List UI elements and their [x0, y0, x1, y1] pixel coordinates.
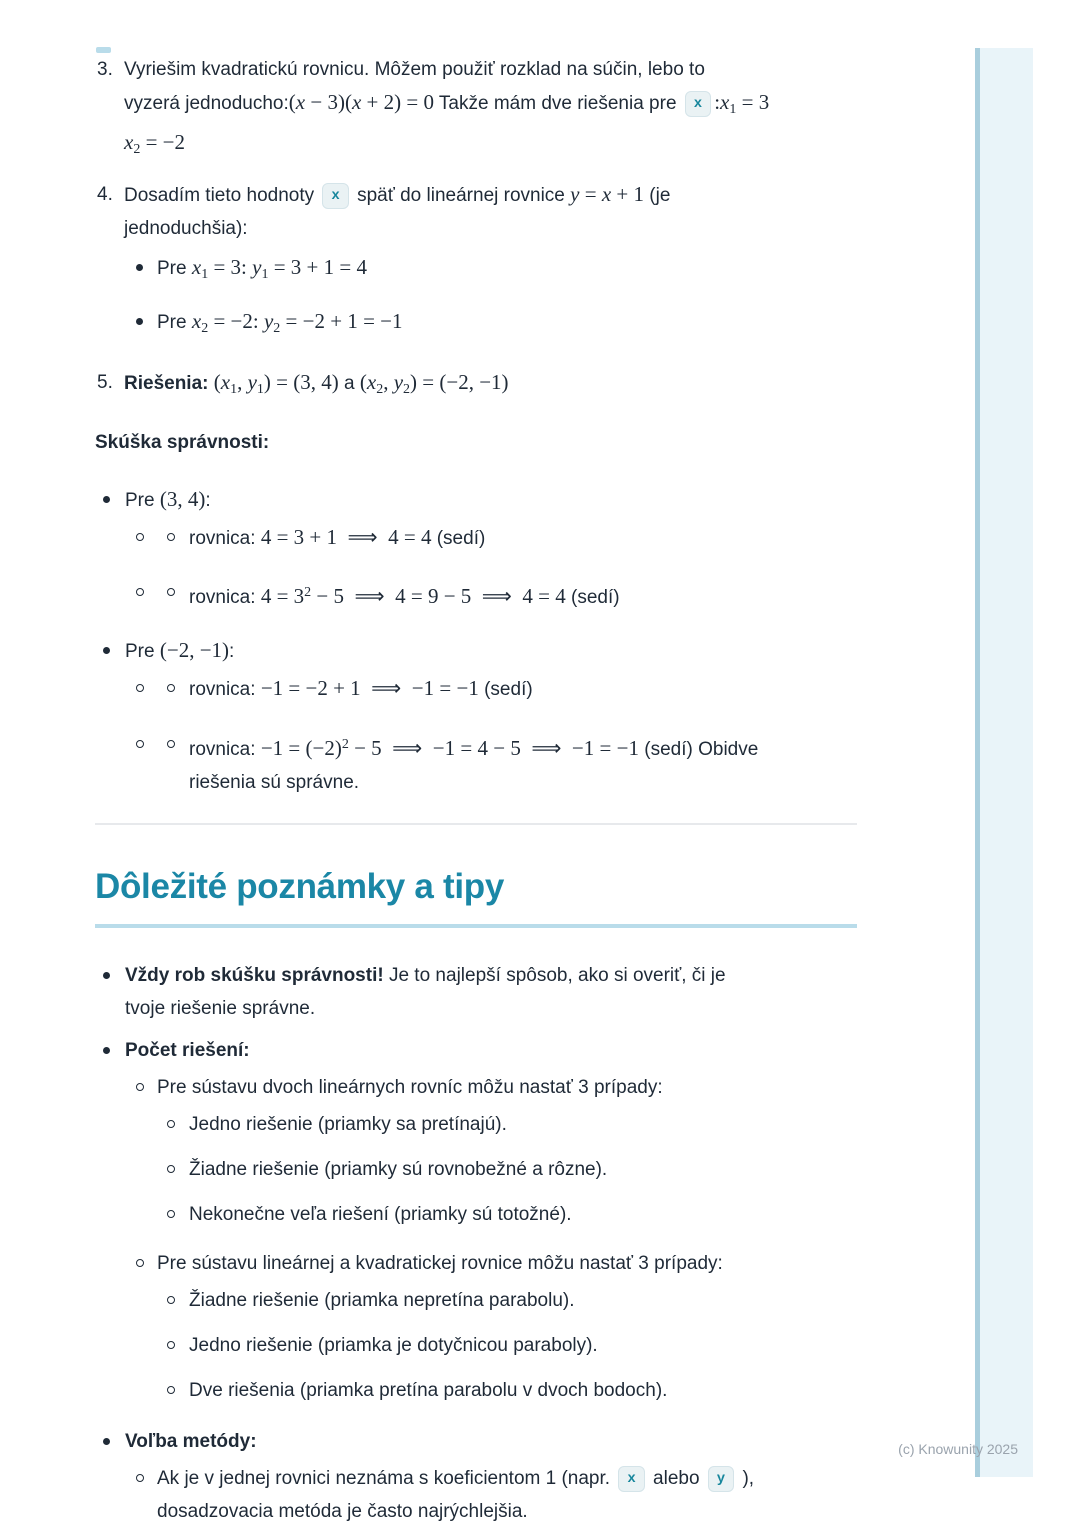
bullet-circle-marker	[167, 1296, 175, 1304]
line-content	[189, 576, 857, 614]
bullet-disc-marker	[136, 318, 143, 325]
line-content	[124, 366, 857, 406]
math-subscript: 1	[256, 382, 264, 397]
list-item	[95, 1071, 857, 1104]
bullet-disc-marker	[103, 647, 110, 654]
text-run: ),	[737, 1468, 755, 1489]
content-fragment	[96, 47, 111, 53]
list-item	[95, 305, 857, 345]
text-run: riešenia sú správne.	[189, 772, 360, 793]
line-content	[125, 1034, 857, 1067]
bullet-circle-marker	[167, 1386, 175, 1394]
list-item	[95, 1329, 857, 1362]
math-variable: x	[124, 130, 134, 154]
line-content	[125, 634, 857, 668]
text-run: (sedí) Obidve	[638, 739, 759, 760]
math-variable: x	[191, 255, 202, 279]
bullet-circle-marker	[136, 1474, 144, 1482]
math-run: = −2:	[208, 309, 264, 333]
math-run: 4 = 3	[260, 584, 305, 608]
line-content	[189, 1153, 857, 1186]
math-subscript: 1	[230, 382, 238, 397]
text-run: vyzerá jednoducho:	[124, 93, 289, 114]
list-item	[95, 483, 857, 517]
math-subscript: 2	[403, 382, 411, 397]
math-variable: y	[263, 309, 274, 333]
text-run: Dosadím tieto hodnoty	[124, 185, 320, 206]
math-run: − 5 ⟹ −1 = 4 − 5 ⟹ −1 = −1	[348, 736, 639, 760]
line-content	[189, 1284, 857, 1317]
line-content	[157, 251, 857, 291]
math-variable: x	[351, 90, 362, 114]
bullet-circle-marker	[167, 740, 175, 748]
line-content	[189, 728, 857, 799]
section-divider	[95, 823, 857, 825]
text-run: (sedí)	[478, 679, 533, 700]
math-variable: x	[601, 182, 612, 206]
math-run: (−2, −1)	[159, 638, 230, 662]
list-item	[95, 1108, 857, 1141]
list-item	[95, 959, 857, 1025]
math-subscript: 2	[273, 321, 281, 336]
list-item	[95, 1284, 857, 1317]
text-run: (sedí)	[431, 528, 486, 549]
inline-code-badge: y	[708, 1466, 734, 1492]
text-run: Vyriešim kvadratickú rovnicu. Môžem použiť rozklad na súčin, lebo to	[124, 59, 705, 80]
math-subscript: 2	[376, 382, 384, 397]
list-number: 3.	[97, 59, 113, 80]
text-run: Pre	[125, 641, 160, 662]
math-run: = 3	[736, 90, 770, 114]
inline-code-badge: x	[618, 1466, 644, 1492]
math-run: = −2	[140, 130, 186, 154]
text-run: Jedno riešenie (priamka je dotyčnicou paraboly).	[189, 1335, 598, 1356]
math-run: = 3:	[208, 255, 253, 279]
text-run: Pre	[157, 312, 192, 333]
list-item	[95, 576, 857, 614]
math-run: − 5 ⟹ 4 = 9 − 5 ⟹ 4 = 4	[311, 584, 566, 608]
text-run: :	[229, 641, 235, 662]
bold-text-run: Vždy rob skúšku správnosti!	[125, 965, 384, 986]
math-subscript: 1	[261, 267, 269, 282]
text-run: :	[205, 490, 211, 511]
bullet-circle-marker	[167, 588, 175, 596]
list-item	[95, 251, 857, 291]
list-item	[95, 1198, 857, 1231]
bullet-circle-marker	[167, 1120, 175, 1128]
text-run: Ak je v jednej rovnici neznáma s koeficientom 1 (napr.	[157, 1468, 616, 1489]
math-subscript: 2	[201, 321, 209, 336]
line-content	[124, 178, 857, 245]
line-content	[189, 1374, 857, 1407]
line-content	[189, 521, 857, 555]
copyright: (c) Knowunity 2025	[898, 1441, 1018, 1457]
math-run: −1 = −2 + 1 ⟹ −1 = −1	[260, 676, 479, 700]
text-run: Nekonečne veľa riešení (priamky sú totožné).	[189, 1204, 572, 1225]
line-content	[157, 1071, 857, 1104]
list-item	[95, 521, 857, 555]
text-run: (je	[644, 185, 671, 206]
bullet-circle-marker	[136, 588, 144, 596]
text-run: a	[338, 373, 360, 394]
bullet-disc-marker	[103, 1438, 110, 1445]
section-title: Dôležité poznámky a tipy	[95, 867, 505, 906]
math-subscript: 1	[729, 102, 737, 117]
line-content	[189, 672, 857, 706]
math-run: (	[213, 370, 221, 394]
bullet-circle-marker	[136, 1259, 144, 1267]
math-run: − 3)(	[305, 90, 352, 114]
list-item	[95, 728, 857, 799]
text-run: Žiadne riešenie (priamky sú rovnobežné a rôzne).	[189, 1159, 608, 1180]
bullet-circle-marker	[167, 1341, 175, 1349]
math-variable: x	[220, 370, 231, 394]
line-content	[125, 1425, 857, 1458]
bullet-circle-marker	[136, 1083, 144, 1091]
list-item	[95, 1462, 857, 1528]
list-number: 5.	[97, 372, 113, 393]
list-item	[95, 1425, 857, 1458]
math-variable: x	[366, 370, 377, 394]
math-variable: x	[191, 309, 202, 333]
list-item	[95, 1374, 857, 1407]
math-variable: y	[393, 370, 404, 394]
math-subscript: 1	[201, 267, 209, 282]
list-item	[95, 1247, 857, 1280]
bullet-circle-marker	[167, 533, 175, 541]
math-variable: y	[570, 182, 580, 206]
math-run: ,	[237, 370, 248, 394]
math-run: = −2 + 1 = −1	[280, 309, 403, 333]
math-superscript: 2	[341, 737, 349, 752]
math-variable: x	[295, 90, 306, 114]
line-content	[157, 305, 857, 345]
bullet-circle-marker	[167, 1210, 175, 1218]
list-item	[95, 1034, 857, 1067]
text-run: tvoje riešenie správne.	[125, 998, 316, 1019]
text-run: (sedí)	[565, 587, 620, 608]
math-run: (	[288, 90, 296, 114]
bullet-circle-marker	[136, 684, 144, 692]
bullet-disc-marker	[103, 496, 110, 503]
text-run: späť do lineárnej rovnice	[351, 185, 571, 206]
math-run: (	[359, 370, 367, 394]
text-run: Pre	[157, 258, 192, 279]
text-run: jednoduchšia):	[124, 218, 248, 239]
math-variable: x	[720, 90, 730, 114]
list-item	[95, 1153, 857, 1186]
section-heading-block	[95, 866, 857, 928]
math-run: ) = (−2, −1)	[410, 370, 509, 394]
math-variable: y	[252, 255, 262, 279]
text-run: Žiadne riešenie (priamka nepretína parabolu).	[189, 1290, 575, 1311]
math-subscript: 2	[133, 142, 141, 157]
text-run: rovnica:	[189, 679, 261, 700]
list-number: 4.	[97, 184, 113, 205]
inline-code-badge: x	[685, 91, 711, 117]
inline-code-badge: x	[322, 183, 348, 209]
text-run: rovnica:	[189, 587, 261, 608]
bold-text-run: Voľba metódy:	[125, 1431, 257, 1452]
line-content	[95, 426, 857, 459]
math-run: :	[714, 90, 721, 114]
text-run: Pre	[125, 490, 160, 511]
text-run: Pre sústavu lineárnej a kvadratickej rovnice môžu nastať 3 prípady:	[157, 1253, 723, 1274]
line-content	[125, 959, 857, 1025]
text-run: Dve riešenia (priamka pretína parabolu v dvoch bodoch).	[189, 1380, 668, 1401]
math-run: ) = (3, 4)	[263, 370, 339, 394]
bold-text-run: Skúška správnosti:	[95, 432, 270, 453]
math-superscript: 2	[304, 585, 312, 600]
list-item	[95, 634, 857, 668]
line-content	[189, 1329, 857, 1362]
line-content	[125, 483, 857, 517]
text-run: alebo	[647, 1468, 705, 1489]
math-run: + 2) = 0	[361, 90, 434, 114]
heading-underline	[95, 924, 857, 928]
bold-text-run: Riešenia:	[124, 373, 214, 394]
math-run: (3, 4)	[159, 487, 206, 511]
text-run: Je to najlepší spôsob, ako si overiť, či je	[383, 965, 726, 986]
bullet-disc-marker	[103, 972, 110, 979]
bold-text-run: Počet riešení:	[125, 1040, 250, 1061]
bullet-circle-marker	[167, 684, 175, 692]
bullet-circle-marker	[136, 533, 144, 541]
line-content	[157, 1462, 857, 1528]
line-content	[189, 1108, 857, 1141]
line-content	[189, 1198, 857, 1231]
text-run: Pre sústavu dvoch lineárnych rovníc môžu nastať 3 prípady:	[157, 1077, 663, 1098]
math-run: + 1	[611, 182, 645, 206]
text-run: dosadzovacia metóda je často najrýchlejšia.	[157, 1501, 528, 1522]
next-page-preview[interactable]	[975, 48, 1033, 1477]
document-body	[95, 53, 857, 1528]
math-variable: y	[247, 370, 257, 394]
text-run: Jedno riešenie (priamky sa pretínajú).	[189, 1114, 507, 1135]
math-run: =	[579, 182, 602, 206]
bullet-circle-marker	[167, 1165, 175, 1173]
list-item	[95, 178, 857, 245]
bullet-disc-marker	[103, 1047, 110, 1054]
math-run: ,	[383, 370, 394, 394]
bullet-circle-marker	[136, 740, 144, 748]
bullet-disc-marker	[136, 264, 143, 271]
math-run: 4 = 3 + 1 ⟹ 4 = 4	[260, 525, 432, 549]
line-content	[157, 1247, 857, 1280]
text-run: rovnica:	[189, 739, 261, 760]
list-item	[95, 366, 857, 406]
list-item	[95, 53, 857, 166]
text-run: Takže mám dve riešenia pre	[433, 93, 682, 114]
subheading	[95, 426, 857, 459]
math-run: −1 = (−2)	[260, 736, 342, 760]
math-run: = 3 + 1 = 4	[268, 255, 367, 279]
text-run: rovnica:	[189, 528, 261, 549]
list-item	[95, 672, 857, 706]
line-content	[124, 53, 857, 166]
